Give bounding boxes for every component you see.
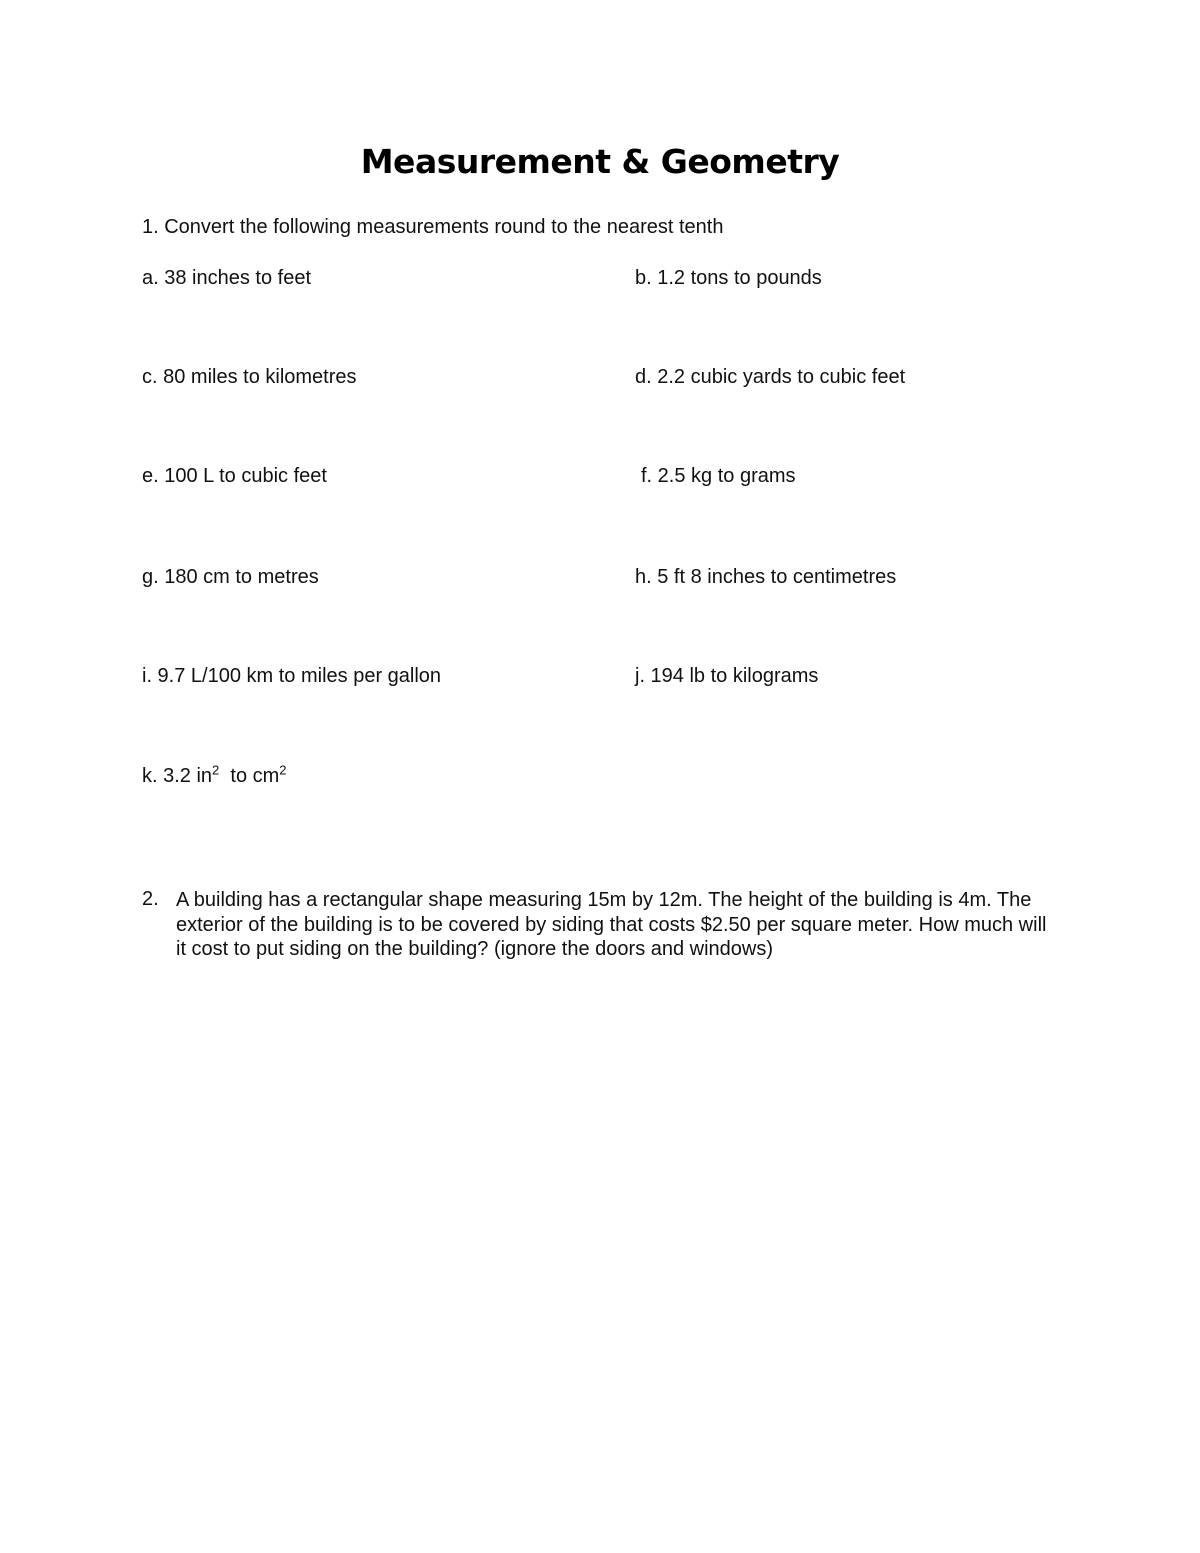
- question-1g: g. 180 cm to metres: [142, 566, 319, 588]
- question-1b: b. 1.2 tons to pounds: [635, 267, 822, 289]
- question-1k-middle: to cm: [219, 765, 280, 787]
- question-1e: e. 100 L to cubic feet: [142, 465, 327, 487]
- question-1j: j. 194 lb to kilograms: [635, 665, 819, 687]
- question-1f: f. 2.5 kg to grams: [641, 465, 796, 487]
- question-1k: [142, 762, 287, 788]
- question-1h: h. 5 ft 8 inches to centimetres: [635, 566, 897, 588]
- superscript-2: 2: [212, 762, 220, 778]
- question-1i: i. 9.7 L/100 km to miles per gallon: [142, 665, 442, 687]
- question-2-number: 2.: [142, 888, 159, 910]
- question-2-text: A building has a rectangular shape measuring 15m by 12m. The height of the building is 4m. The exterior of the building is to be covered by siding that costs $2.50 per square meter. How much will it cost to put siding on the building? (ignore the doors and windows): [176, 889, 1047, 960]
- question-1c: c. 80 miles to kilometres: [142, 366, 357, 388]
- question-1-prompt: 1. Convert the following measurements round to the nearest tenth: [142, 216, 724, 238]
- superscript-2: 2: [279, 762, 287, 778]
- question-1d: d. 2.2 cubic yards to cubic feet: [635, 366, 906, 388]
- question-1a: a. 38 inches to feet: [142, 267, 312, 289]
- page-title: Measurement & Geometry: [360, 142, 840, 181]
- question-1k-prefix: k. 3.2 in: [142, 765, 213, 787]
